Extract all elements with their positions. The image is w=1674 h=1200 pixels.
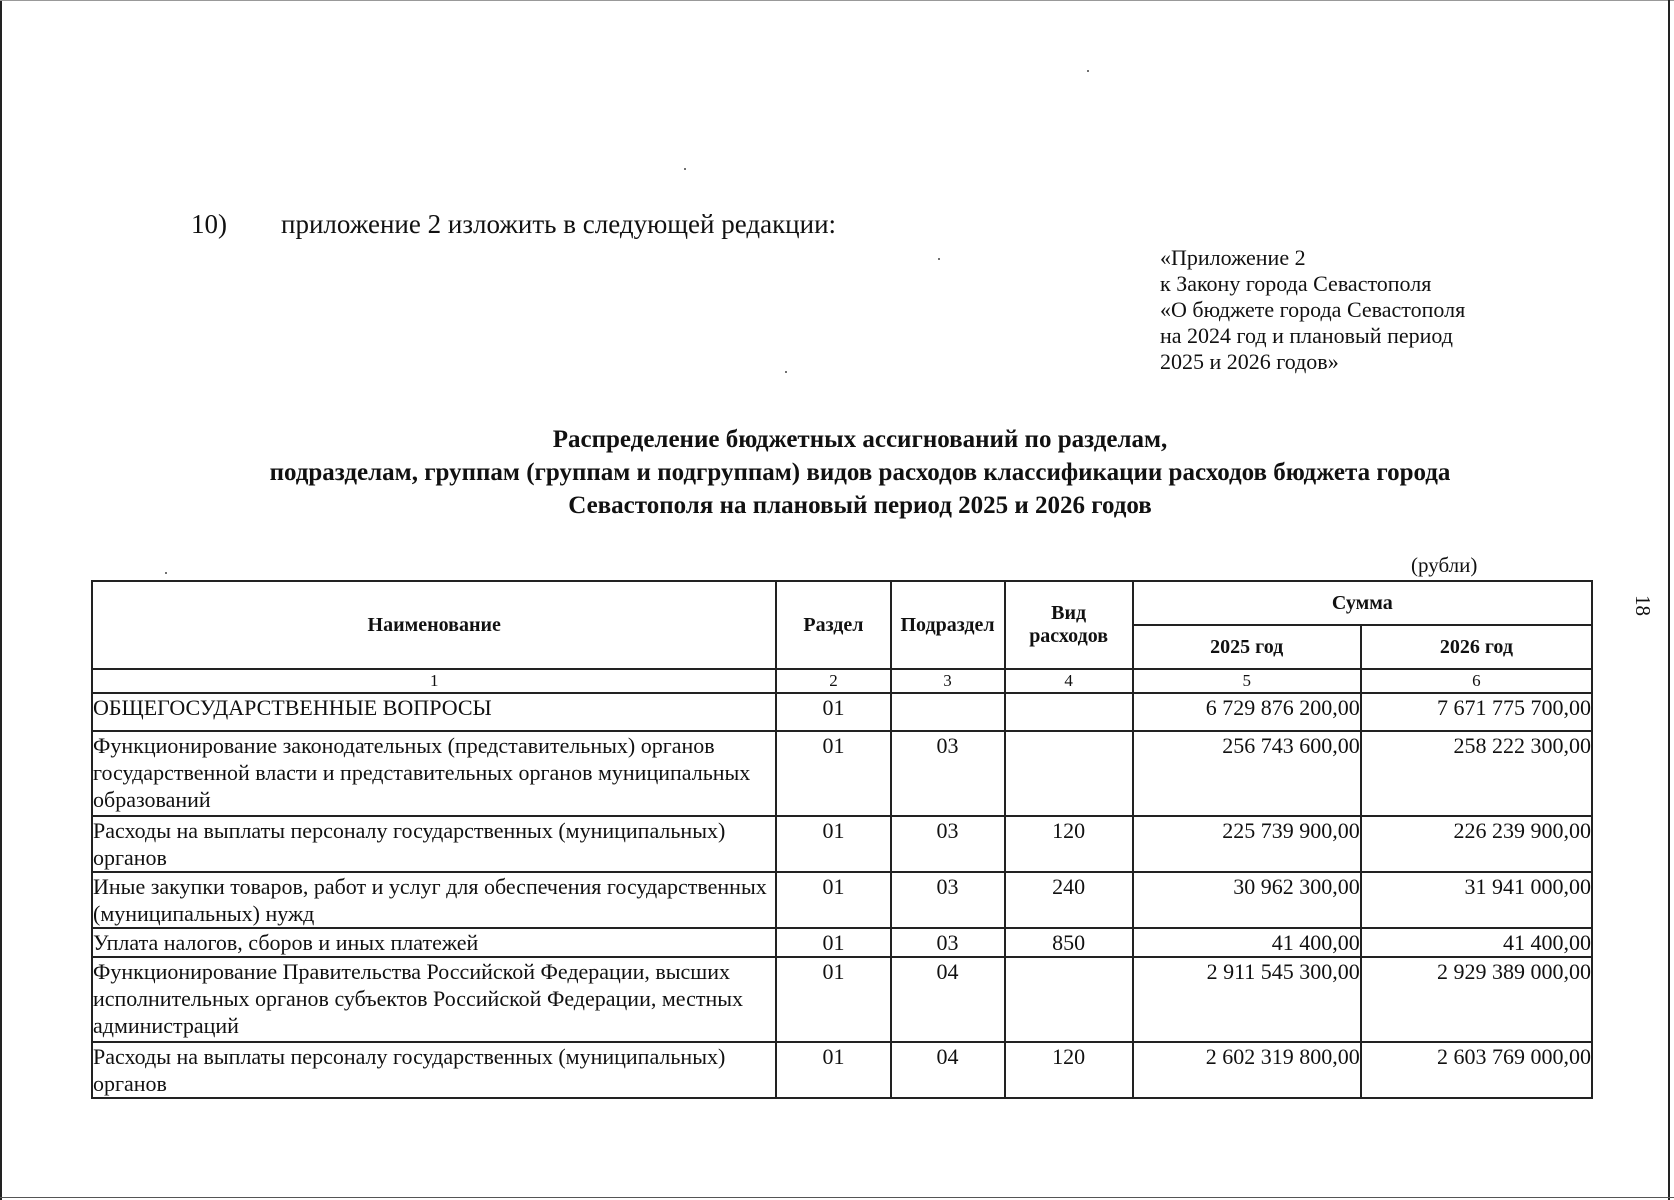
table-row	[92, 928, 1592, 957]
row-section: 01	[776, 816, 890, 872]
header-section: Раздел	[776, 581, 890, 669]
table-row	[92, 731, 1592, 816]
title-line: Распределение бюджетных ассигнований по разделам,	[552, 426, 1168, 453]
row-name: ОБЩЕГОСУДАРСТВЕННЫЕ ВОПРОСЫ	[92, 693, 776, 731]
row-expense-type	[1005, 957, 1133, 1042]
row-name: Уплата налогов, сборов и иных платежей	[92, 928, 776, 957]
scan-speck	[938, 258, 940, 260]
row-section: 01	[776, 957, 890, 1042]
row-amount-2026: 41 400,00	[1361, 928, 1592, 957]
row-section: 01	[776, 1042, 890, 1098]
row-subsection: 03	[891, 816, 1005, 872]
title-line: подразделам, группам (группам и подгруппам) видов расходов классификации расходов бюджета города	[269, 459, 1451, 486]
row-amount-2025: 225 739 900,00	[1133, 816, 1361, 872]
scan-speck	[684, 168, 686, 170]
row-amount-2026: 226 239 900,00	[1361, 816, 1592, 872]
item-number: 10)	[191, 209, 227, 239]
row-amount-2026: 2 603 769 000,00	[1361, 1042, 1592, 1098]
row-expense-type: 120	[1005, 1042, 1133, 1098]
header-expense-type	[1005, 581, 1133, 669]
table-row	[92, 872, 1592, 928]
row-expense-type	[1005, 731, 1133, 816]
scan-edge-bottom	[0, 1197, 1674, 1198]
column-number-row	[92, 669, 1592, 693]
row-subsection: 03	[891, 731, 1005, 816]
table-row	[92, 957, 1592, 1042]
row-expense-type: 850	[1005, 928, 1133, 957]
column-number: 1	[92, 669, 776, 693]
appendix-line: 2025 и 2026 годов»	[1160, 349, 1339, 374]
header-subsection: Подраздел	[891, 581, 1005, 669]
row-amount-2025: 41 400,00	[1133, 928, 1361, 957]
row-subsection	[891, 693, 1005, 731]
row-section: 01	[776, 731, 890, 816]
scan-edge-right	[1668, 0, 1670, 1200]
header-expense-type-line: расходов	[1029, 625, 1109, 647]
scan-speck	[785, 371, 787, 373]
column-number: 5	[1133, 669, 1361, 693]
scan-edge-left	[0, 0, 2, 1200]
budget-table	[91, 580, 1593, 1099]
column-number: 3	[891, 669, 1005, 693]
row-name: Функционирование законодательных (представительных) органов государственной власти и представительных органов муниципальных образований	[92, 731, 776, 816]
scan-edge-top	[0, 0, 1674, 1]
appendix-reference	[1160, 245, 1465, 375]
document-title	[150, 423, 1570, 522]
table-row	[92, 816, 1592, 872]
appendix-line: «Приложение 2	[1160, 245, 1306, 270]
row-amount-2026: 2 929 389 000,00	[1361, 957, 1592, 1042]
row-section: 01	[776, 693, 890, 731]
header-expense-type-line: Вид	[1051, 602, 1087, 624]
row-amount-2025: 2 602 319 800,00	[1133, 1042, 1361, 1098]
column-number: 4	[1005, 669, 1133, 693]
row-name: Расходы на выплаты персоналу государственных (муниципальных) органов	[92, 1042, 776, 1098]
row-expense-type: 240	[1005, 872, 1133, 928]
appendix-line: к Закону города Севастополя	[1160, 271, 1432, 296]
row-subsection: 04	[891, 1042, 1005, 1098]
row-amount-2026: 258 222 300,00	[1361, 731, 1592, 816]
row-name: Функционирование Правительства Российской Федерации, высших исполнительных органов субъектов Российской Федерации, местных администраций	[92, 957, 776, 1042]
header-sum: Сумма	[1133, 581, 1592, 625]
row-subsection: 04	[891, 957, 1005, 1042]
table-row	[92, 693, 1592, 731]
row-amount-2025: 30 962 300,00	[1133, 872, 1361, 928]
row-name: Расходы на выплаты персоналу государственных (муниципальных) органов	[92, 816, 776, 872]
column-number: 2	[776, 669, 890, 693]
scan-speck	[165, 572, 167, 574]
row-subsection: 03	[891, 872, 1005, 928]
row-section: 01	[776, 928, 890, 957]
item-text: приложение 2 изложить в следующей редакции:	[281, 209, 837, 239]
row-subsection: 03	[891, 928, 1005, 957]
row-amount-2026: 7 671 775 700,00	[1361, 693, 1592, 731]
header-name: Наименование	[92, 581, 776, 669]
scan-speck	[1087, 70, 1089, 72]
page-number: 18	[1631, 595, 1655, 616]
appendix-line: на 2024 год и плановый период	[1160, 323, 1453, 348]
row-expense-type	[1005, 693, 1133, 731]
title-line: Севастополя на плановый период 2025 и 2026 годов	[568, 492, 1152, 519]
row-amount-2026: 31 941 000,00	[1361, 872, 1592, 928]
table-row	[92, 1042, 1592, 1098]
header-year-2026: 2026 год	[1361, 625, 1592, 669]
row-amount-2025: 256 743 600,00	[1133, 731, 1361, 816]
row-name: Иные закупки товаров, работ и услуг для обеспечения государственных (муниципальных) нужд	[92, 872, 776, 928]
row-amount-2025: 2 911 545 300,00	[1133, 957, 1361, 1042]
row-section: 01	[776, 872, 890, 928]
row-expense-type: 120	[1005, 816, 1133, 872]
appendix-line: «О бюджете города Севастополя	[1160, 297, 1466, 322]
column-number: 6	[1361, 669, 1592, 693]
units-label: (рубли)	[1411, 553, 1478, 577]
header-year-2025: 2025 год	[1133, 625, 1361, 669]
row-amount-2025: 6 729 876 200,00	[1133, 693, 1361, 731]
